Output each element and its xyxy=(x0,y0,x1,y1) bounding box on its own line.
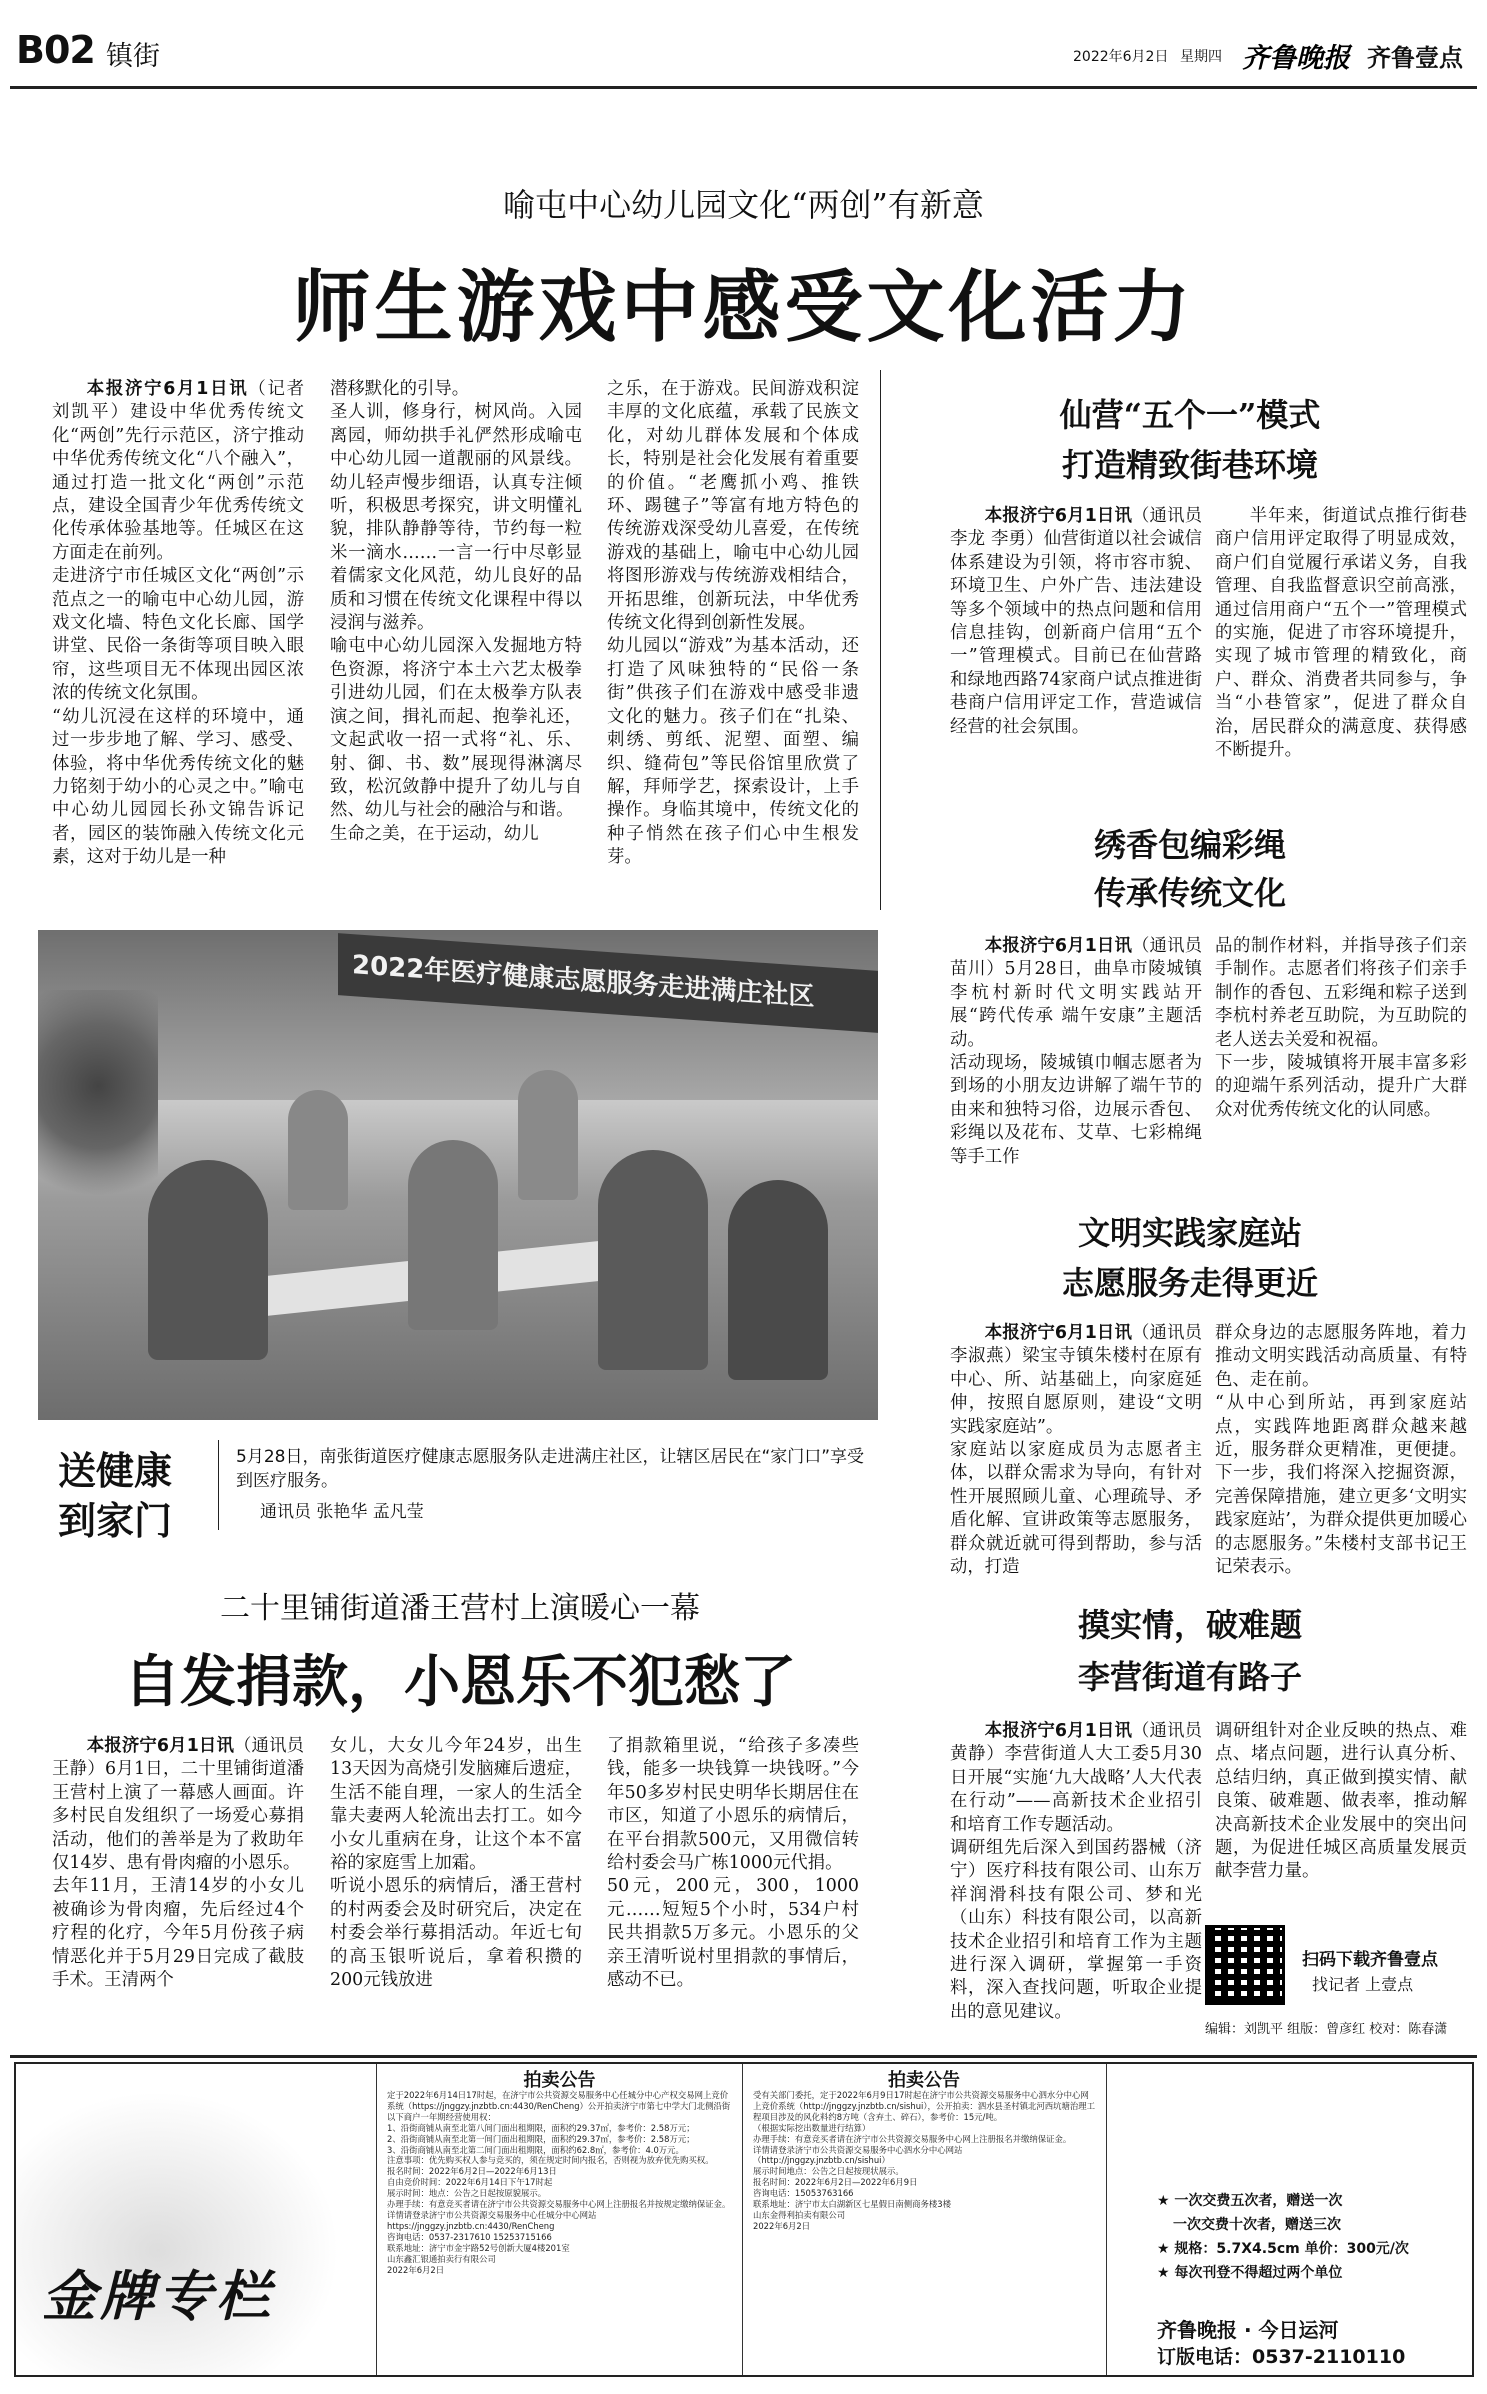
liying-title-2: 李营街道有路子 xyxy=(1077,1658,1302,1696)
main-article-col1 xyxy=(52,378,304,870)
notice1-body: 定于2022年6月14日17时起，在济宁市公共资源交易服务中心任城分中心产权交易网上竞价系统（https://jnggzy.jnzbtb.cn:4430/RenCheng）公开拍卖济宁市第七中学大门北侧沿街以下商户一年期经营使用权： 1、沿街商铺从南至北第八间门面出租期限，面积约29.37㎡，参考价：2.58万元； 2、沿街商铺从南至北第一间门面出租期限，面积约29.37㎡，参考价：2.58万元； 3、沿街商铺从南至北第二间门面出租期限，面积约62.8㎡，参考价：4.0万元。 注意事项：优先购买权人参与竞买的，须在规定时间内报名，否则视为放弃优先购买权。 报名时间：2022年6月2日—2022年6月13日 自由竞价时间：2022年6月14日下午17时起 展示时间：地点：公告之日起按原貌展示。 办理手续：有意竞买者请在济宁市公共资源交易服务中心网上注册报名并按规定缴纳保证金。 详情请登录济宁市公共资源交易服务中心任城分中心网站 https://jnggzy.jnzbtb.cn:4430/RenCheng 咨询电话：0537-2317610 15253715166 联系地址：济宁市金宇路52号创新大厦4楼201室 山东鑫汇银通拍卖行有限公司 2022年6月2日 xyxy=(387,2090,731,2275)
photo-person-4 xyxy=(728,1180,828,1380)
donation-kicker: 二十里铺街道潘王营村上演暖心一幕 xyxy=(220,1591,700,1626)
notice1 xyxy=(376,2064,741,2375)
photo-person-2 xyxy=(408,1140,498,1330)
page-header xyxy=(10,24,1477,80)
notice2-title: 拍卖公告 xyxy=(888,2070,960,2091)
family-title-2: 志愿服务走得更近 xyxy=(1061,1264,1318,1302)
contact-line-1: 齐鲁晚报 · 今日运河 xyxy=(1157,2318,1339,2342)
photo-caption: 5月28日，南张街道医疗健康志愿服务队走进满庄社区，让辖区居民在“家门口”享受到医疗服务。 xyxy=(236,1447,865,1491)
section-name: 镇街 xyxy=(106,41,160,72)
photo-credit: 通讯员 张艳华 孟凡莹 xyxy=(260,1502,424,1522)
main-article-col3-text: 之乐，在于游戏。民间游戏积淀丰厚的文化底蕴，承载了民族文化，对幼儿群体发展和个体成长，特别是社会化发展有着重要的价值。“老鹰抓小鸡、推铁环、踢毽子”等富有地方特色的传统游戏深受幼儿喜爱，在传统游戏的基础上，喻屯中心幼儿园将图形游戏与传统游戏相结合，开拓思维，创新玩法，中华优秀传统文化得到创新性发展。 幼儿园以“游戏”为基本活动，还打造了风味独特的“民俗一条街”供孩子们在游戏中感受非遗文化的魅力。孩子们在“扎染、刺绣、剪纸、泥塑、面塑、编织、缝荷包”等民俗馆里欣赏了解，拜师学艺，探索设计，上手操作。身临其境中，传统文化的种子悄然在孩子们心中生根发芽。 xyxy=(607,379,859,868)
family-col2 xyxy=(1215,1322,1467,1579)
donation-col3-text: 了捐款箱里说，“给孩子多凑些钱，能多一块钱算一块钱呀。”今年50多岁村民史明华长期居住在市区，知道了小恩乐的病情后，在平台捐款500元，又用微信转给村委会马广栋1000元代捐。 50元，200元，300，1000元……短短5个小时，534户村民共捐款5万多元。小恩乐的父亲王清听说村里捐款的事情后，感动不已。 xyxy=(607,1736,859,1991)
main-article-kicker: 喻屯中心幼儿园文化“两创”有新意 xyxy=(503,186,984,224)
photo-person-6 xyxy=(518,1070,578,1200)
donation-col2-text: 女儿，大女儿今年24岁，出生13天因为高烧引发脑瘫后遗症，生活不能自理，一家人的生活全靠夫妻两人轮流出去打工。如今小女儿重病在身，让这个本不富裕的家庭雪上加霜。 听说小恩乐的病情后，潘王营村的村两委会及时研究后，决定在村委会举行募捐活动。年近七旬的高玉银听说后，拿着积攒的200元钱放进 xyxy=(330,1736,582,1991)
liying-lead: 本报济宁6月1日讯 xyxy=(984,1721,1132,1741)
baobian-title-1: 绣香包编彩绳 xyxy=(1093,826,1286,864)
photo-person-1 xyxy=(148,1160,268,1360)
header-rule xyxy=(10,86,1477,89)
photo-feature-title-2: 到家门 xyxy=(58,1498,173,1543)
family-lead: 本报济宁6月1日讯 xyxy=(984,1323,1132,1343)
family-title-1: 文明实践家庭站 xyxy=(1077,1214,1302,1252)
photo-banner: 2022年医疗健康志愿服务走进满庄社区 xyxy=(338,933,878,1033)
editors-line: 编辑：刘凯平 组版：曾彦红 校对：陈春潇 xyxy=(1205,2022,1448,2037)
photo-tree xyxy=(38,990,158,1230)
main-article-col1-text: （记者 刘凯平）建设中华优秀传统文化“两创”先行示范区，济宁推动中华优秀传统文化“八个融入”，通过打造一批文化“两创”示范点，建设全国青少年优秀传统文化传承体验基地等。任城区在这方面走在前列。 走进济宁市任城区文化“两创”示范点之一的喻屯中心幼儿园，游戏文化墙、特色文化长廊、国学讲堂、民俗一条街等项目映入眼帘，这些项目无不体现出园区浓浓的传统文化氛围。 “幼儿沉浸在这样的环境中，通过一步步地了解、学习、感受、体验，将中华优秀传统文化的魅力铭刻于幼小的心灵之中。”喻屯中心幼儿园园长孙文锦告诉记者，园区的装饰融入传统文化元素，这对于幼儿是一种 xyxy=(52,379,304,868)
liying-col1-text: （通讯员 黄静）李营街道人大工委5月30日开展“实施‘九大战略’人大代表在行动”——高新技术企业招引和培育工作专题活动。 调研组先后深入到国药器械（济宁）医疗科技有限公司、山东万祥润滑科技有限公司、梦和光（山东）科技有限公司，以高新技术企业招引和培育工作为主题进行深入调研，掌握第一手资料，深入查找问题，听取企业提出的意见建议。 xyxy=(950,1721,1202,2022)
photo-medical-volunteers xyxy=(38,930,878,1420)
baobian-col2 xyxy=(1215,935,1467,1122)
donation-title: 自发捐款，小恩乐不犯愁了 xyxy=(124,1649,796,1715)
liying-col1 xyxy=(950,1720,1202,2024)
donation-col1-text: （通讯员 王静）6月1日，二十里铺街道潘王营村上演了一幕感人画面。许多村民自发组织了一场爱心募捐活动，他们的善举是为了救助年仅14岁、患有骨肉瘤的小恩乐。 去年11月，王清14岁的小女儿被确诊为骨肉瘤，先后经过4个疗程的化疗，今年5月份孩子病情恶化并于5月29日完成了截肢手术。王清两个 xyxy=(52,1736,304,1991)
liying-title-1: 摸实情，破难题 xyxy=(1077,1606,1302,1644)
photo-feature-title-1: 送健康 xyxy=(58,1448,173,1493)
xianying-title-1: 仙营“五个一”模式 xyxy=(1059,396,1321,434)
ads-brand: 金牌专栏 xyxy=(42,2264,274,2328)
donation-lead: 本报济宁6月1日讯 xyxy=(86,1736,234,1756)
qr-label-2: 找记者 上壹点 xyxy=(1312,1975,1414,1994)
app-logo: 齐鲁壹点 xyxy=(1367,44,1463,72)
family-col1-text: （通讯员 李淑燕）梁宝寺镇朱楼村在原有中心、所、站基础上，向家庭延伸，按照自愿原则，建设“文明实践家庭站”。 家庭站以家庭成员为志愿者主体，以群众需求为导向，有针对性开展照顾儿童、心理疏导、矛盾化解、宣讲政策等志愿服务，群众就近就可得到帮助，参与活动，打造 xyxy=(950,1323,1202,1578)
vertical-divider xyxy=(880,370,881,910)
xianying-col1-text: （通讯员 李龙 李勇）仙营街道以社会诚信体系建设为引领，将市容市貌、环境卫生、户外广告、违法建设等多个领域中的热点问题和信用信息挂钩，创新商户信用“五个一”管理模式。目前已在仙营路和绿地西路74家商户试点推进街巷商户信用评定工作，营造诚信经营的社会氛围。 xyxy=(950,506,1202,737)
qr-label-1: 扫码下载齐鲁壹点 xyxy=(1302,1950,1438,1970)
ads-top-rule xyxy=(10,2055,1477,2058)
baobian-col2-text: 品的制作材料，并指导孩子们亲手制作。志愿者们将孩子们亲手制作的香包、五彩绳和粽子送到李杭村养老互助院，为互助院的老人送去关爱和祝福。 下一步，陵城镇将开展丰富多彩的迎端午系列活动，提升广大群众对优秀传统文化的认同感。 xyxy=(1215,936,1467,1120)
baobian-col1 xyxy=(950,935,1202,1169)
photo-person-3 xyxy=(598,1150,708,1370)
promo-line-2: 一次交费十次者，赠送三次 xyxy=(1173,2217,1341,2233)
photo-person-5 xyxy=(288,1090,348,1210)
main-article-title: 师生游戏中感受文化活力 xyxy=(292,262,1195,353)
notice2-body: 受有关部门委托，定于2022年6月9日17时起在济宁市公共资源交易服务中心泗水分中心网上竞价系统（http://jnggzy.jnzbtb.cn/sishui），公开拍卖：泗水县圣村镇北河西坑塘治理工程项目涉及的风化料约8方吨（含弃土、碎石），参考价：15元/吨。 （根据实际挖出数量进行结算） 办理手续：有意竞买者请在济宁市公共资源交易服务中心网上注册报名并缴纳保证金。 详情请登录济宁市公共资源交易服务中心泗水分中心网站（http://jnggzy.jnzbtb.cn/sishui） 展示时间地点：公告之日起按现状展示。 报名时间：2022年6月2日—2022年6月9日 咨询电话：15053763166 联系地址：济宁市太白湖新区七星假日南侧商务楼3楼 山东金得利拍卖有限公司 2022年6月2日 xyxy=(753,2090,1096,2231)
main-article-col2-text: 潜移默化的引导。 圣人训，修身行，树风尚。入园离园，师幼拱手礼俨然形成喻屯中心幼儿园一道靓丽的风景线。幼儿轻声慢步细语，认真专注倾听，积极思考探究，讲文明懂礼貌，排队静静等待，节约每一粒米一滴水……一言一行中尽彰显着儒家文化风范，幼儿良好的品质和习惯在传统文化课程中得以浸润与滋养。 喻屯中心幼儿园深入发掘地方特色资源，将济宁本土六艺太极拳引进幼儿园，们在太极拳方队表演之间，揖礼而起、抱拳礼还，文起武收一招一式将“礼、乐、射、御、书、数”展现得淋漓尽致，松沉敛静中提升了幼儿与自然、幼儿与社会的融洽与和谐。 生命之美，在于运动，幼儿 xyxy=(330,379,582,844)
qr-code[interactable] xyxy=(1205,1925,1285,2005)
ads-brand-panel xyxy=(16,2064,370,2375)
main-article-col3 xyxy=(607,378,859,870)
liying-col2-text: 调研组针对企业反映的热点、难点、堵点问题，进行认真分析、总结归纳，真正做到摸实情、献良策、破难题、做表率，推动解决高新技术企业发展中的突出问题，为促进任城区高质量发展贡献李营力量。 xyxy=(1215,1721,1467,1882)
donation-col3 xyxy=(607,1735,859,1992)
xianying-lead: 本报济宁6月1日讯 xyxy=(984,506,1132,526)
newspaper-logo: 齐鲁晚报 xyxy=(1242,43,1350,74)
notice1-title: 拍卖公告 xyxy=(523,2070,596,2091)
xianying-title-2: 打造精致街巷环境 xyxy=(1061,446,1318,484)
main-article-col2 xyxy=(330,378,582,846)
liying-col2 xyxy=(1215,1720,1467,1884)
notice2 xyxy=(742,2064,1104,2375)
main-article-lead: 本报济宁6月1日讯 xyxy=(86,379,249,399)
family-col2-text: 群众身边的志愿服务阵地，着力推动文明实践活动高质量、有特色、走在前。 “从中心到所站，再到家庭站点，实践阵地距离群众越来越近，服务群众更精准，更便捷。下一步，我们将深入挖掘资源，完善保障措施，建立更多‘文明实践家庭站’，为群众提供更加暖心的志愿服务。”朱楼村支部书记王记荣表示。 xyxy=(1215,1323,1467,1578)
ads-box xyxy=(14,2062,1474,2377)
page-code: B02 xyxy=(16,28,95,72)
xianying-col2 xyxy=(1215,505,1467,762)
baobian-col1-text: （通讯员 苗川）5月28日，曲阜市陵城镇李杭村新时代文明实践站开展“跨代传承 端午安康”主题活动。 活动现场，陵城镇巾帼志愿者为到场的小朋友边讲解了端午节的由来和独特习俗，边展示香包、彩绳以及花布、艾草、七彩棉绳等手工作 xyxy=(950,936,1202,1167)
promo-panel xyxy=(1106,2064,1472,2375)
promo-line-1: ★ 一次交费五次者，赠送一次 xyxy=(1157,2193,1343,2209)
xianying-col1 xyxy=(950,505,1202,739)
donation-col1 xyxy=(52,1735,304,1992)
xianying-col2-text: 半年来，街道试点推行街巷商户信用评定取得了明显成效，商户们自觉履行承诺义务，自我管理、自我监督意识空前高涨，通过信用商户“五个一”管理模式的实施，促进了市容环境提升，实现了城市管理的精致化，商户、群众、消费者共同参与，争当“小巷管家”，促进了群众自治，居民群众的满意度、获得感不断提升。 xyxy=(1215,506,1467,761)
baobian-lead: 本报济宁6月1日讯 xyxy=(984,936,1132,956)
issue-weekday: 星期四 xyxy=(1180,49,1222,65)
promo-line-4: ★ 每次刊登不得超过两个单位 xyxy=(1157,2265,1343,2281)
family-col1 xyxy=(950,1322,1202,1579)
photo-caption-divider xyxy=(218,1440,219,1530)
baobian-title-2: 传承传统文化 xyxy=(1093,874,1286,912)
promo-line-3: ★ 规格：5.7X4.5cm 单价：300元/次 xyxy=(1157,2241,1409,2257)
contact-line-2: 订版电话：0537-2110110 xyxy=(1157,2346,1406,2368)
issue-date: 2022年6月2日 xyxy=(1073,49,1169,65)
donation-col2 xyxy=(330,1735,582,1992)
